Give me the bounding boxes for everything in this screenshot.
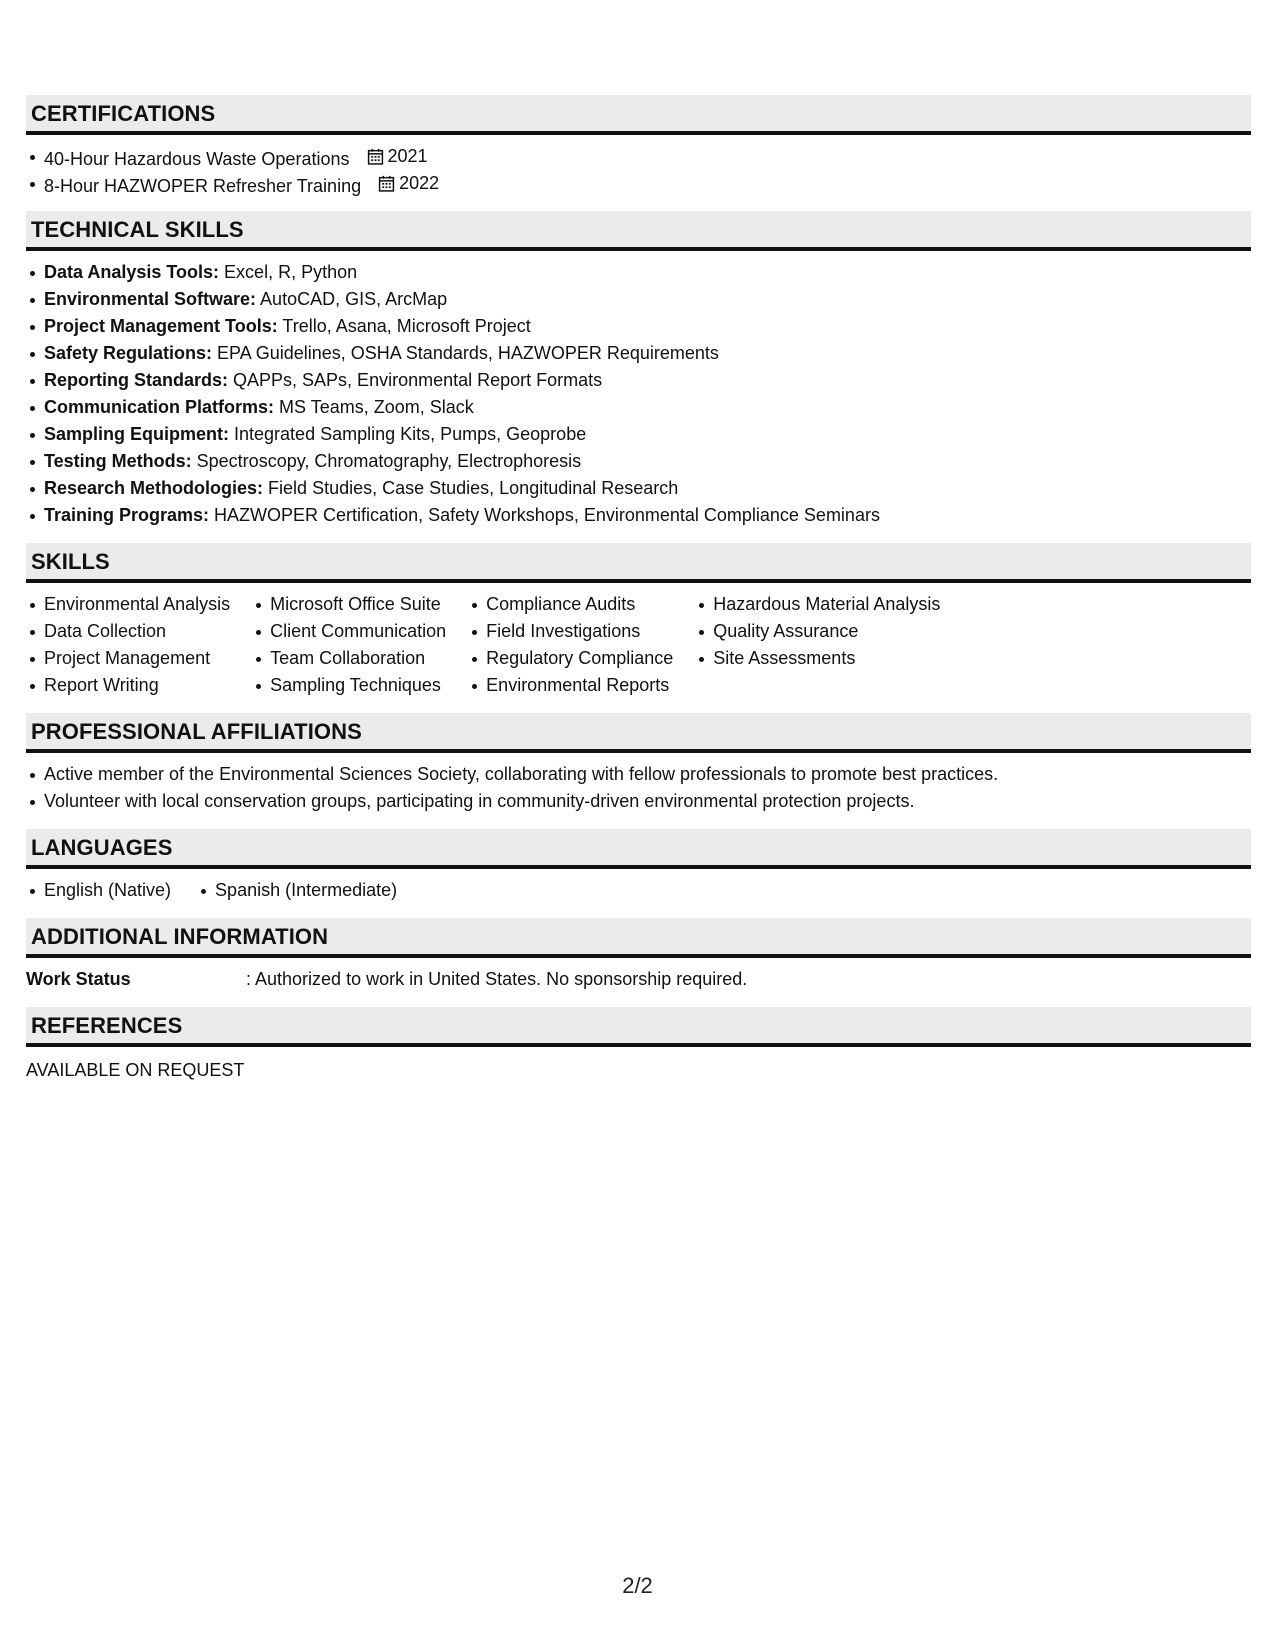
skill-category: Research Methodologies: <box>44 478 264 498</box>
list-item <box>44 421 1251 448</box>
skill-category: Testing Methods: <box>44 451 192 471</box>
skill-values: QAPPs, SAPs, Environmental Report Formats <box>228 370 603 390</box>
list-item <box>44 143 1251 170</box>
skill-values: Spectroscopy, Chromatography, Electrophoresis <box>191 451 582 471</box>
resume-page <box>26 95 1251 1098</box>
skills-column <box>695 591 940 699</box>
skill-values: MS Teams, Zoom, Slack <box>274 397 474 417</box>
certifications-section <box>26 95 1251 197</box>
list-item: Field Investigations <box>486 618 673 645</box>
list-item: Project Management <box>44 645 230 672</box>
certification-year: 2021 <box>387 146 428 166</box>
list-item: Compliance Audits <box>486 591 673 618</box>
skills-column <box>44 591 230 699</box>
list-item: English (Native) <box>44 877 171 904</box>
certification-year: 2022 <box>399 173 440 193</box>
calendar-icon <box>378 175 395 192</box>
list-item: Site Assessments <box>713 645 940 672</box>
skill-category: Project Management Tools: <box>44 316 278 336</box>
list-item: Spanish (Intermediate) <box>215 877 397 904</box>
list-item <box>44 502 1251 529</box>
skills-column <box>468 591 673 699</box>
skills-section <box>26 543 1251 699</box>
skill-values: Trello, Asana, Microsoft Project <box>277 316 531 336</box>
additional-info-section <box>26 918 1251 993</box>
technical-skills-section <box>26 211 1251 529</box>
list-item <box>44 475 1251 502</box>
references-section <box>26 1007 1251 1084</box>
skill-values: EPA Guidelines, OSHA Standards, HAZWOPER Requirements <box>212 343 719 363</box>
list-item <box>44 313 1251 340</box>
skill-values: Excel, R, Python <box>219 262 358 282</box>
section-title-technical-skills: TECHNICAL SKILLS <box>26 211 1251 251</box>
list-item: Report Writing <box>44 672 230 699</box>
skills-list <box>486 591 673 699</box>
list-item: Hazardous Material Analysis <box>713 591 940 618</box>
section-title-affiliations: PROFESSIONAL AFFILIATIONS <box>26 713 1251 753</box>
technical-skills-list <box>26 259 1251 529</box>
list-item: Team Collaboration <box>270 645 446 672</box>
list-item <box>44 286 1251 313</box>
list-item: Sampling Techniques <box>270 672 446 699</box>
list-item <box>44 394 1251 421</box>
section-title-languages: LANGUAGES <box>26 829 1251 869</box>
skill-values: HAZWOPER Certification, Safety Workshops, Environmental Compliance Seminars <box>209 505 880 525</box>
skill-category: Sampling Equipment: <box>44 424 230 444</box>
certifications-list <box>26 143 1251 197</box>
list-item <box>44 259 1251 286</box>
list-item: Regulatory Compliance <box>486 645 673 672</box>
skill-category: Safety Regulations: <box>44 343 213 363</box>
calendar-icon <box>367 148 384 165</box>
certification-name: 40-Hour Hazardous Waste Operations <box>44 149 350 169</box>
list-item: Environmental Reports <box>486 672 673 699</box>
list-item: Environmental Analysis <box>44 591 230 618</box>
languages-list <box>44 877 441 904</box>
skills-columns <box>26 591 1251 699</box>
section-title-skills: SKILLS <box>26 543 1251 583</box>
affiliations-section <box>26 713 1251 815</box>
certification-name: 8-Hour HAZWOPER Refresher Training <box>44 176 362 196</box>
languages-row <box>26 877 1251 904</box>
section-title-certifications: CERTIFICATIONS <box>26 95 1251 135</box>
list-item: Active member of the Environmental Sciences Society, collaborating with fellow professionals to promote best practices. <box>44 761 1251 788</box>
list-item: Client Communication <box>270 618 446 645</box>
work-status-value: : Authorized to work in United States. No sponsorship required. <box>246 969 748 989</box>
affiliations-list <box>26 761 1251 815</box>
skills-list <box>44 591 230 699</box>
list-item <box>44 367 1251 394</box>
skills-list <box>713 591 940 672</box>
skill-category: Communication Platforms: <box>44 397 275 417</box>
page-number: 2/2 <box>622 1573 653 1598</box>
skill-category: Reporting Standards: <box>44 370 229 390</box>
skill-category: Data Analysis Tools: <box>44 262 220 282</box>
list-item <box>44 170 1251 197</box>
list-item <box>44 448 1251 475</box>
skill-values: Field Studies, Case Studies, Longitudinal Research <box>263 478 679 498</box>
languages-section <box>26 829 1251 904</box>
list-item: Volunteer with local conservation groups, participating in community-driven environmental protection projects. <box>44 788 1251 815</box>
work-status-row <box>26 966 1251 993</box>
skill-category: Environmental Software: <box>44 289 257 309</box>
skills-list <box>270 591 446 699</box>
references-text: AVAILABLE ON REQUEST <box>26 1060 245 1080</box>
skill-values: Integrated Sampling Kits, Pumps, Geoprobe <box>229 424 587 444</box>
list-item: Data Collection <box>44 618 230 645</box>
work-status-label: Work Status <box>26 969 131 989</box>
section-title-references: REFERENCES <box>26 1007 1251 1047</box>
section-title-additional-info: ADDITIONAL INFORMATION <box>26 918 1251 958</box>
skill-values: AutoCAD, GIS, ArcMap <box>256 289 448 309</box>
certification-date <box>378 170 439 197</box>
skills-column <box>252 591 446 699</box>
certification-date <box>367 143 428 170</box>
list-item: Microsoft Office Suite <box>270 591 446 618</box>
list-item: Quality Assurance <box>713 618 940 645</box>
list-item <box>44 340 1251 367</box>
skill-category: Training Programs: <box>44 505 210 525</box>
